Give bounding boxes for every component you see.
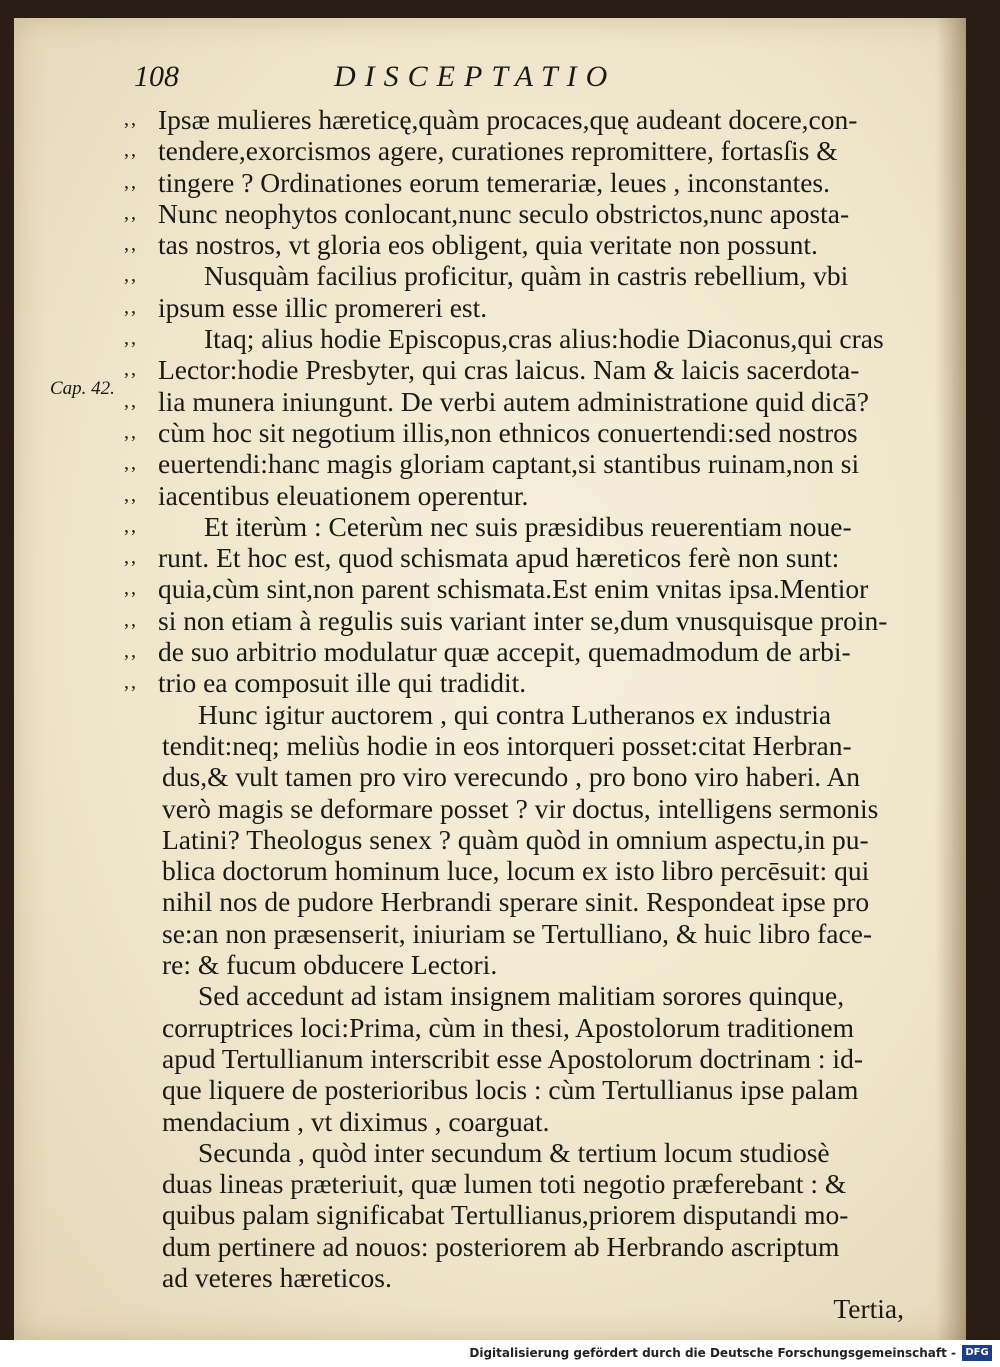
line-text: iacentibus eleuationem operentur. bbox=[158, 479, 529, 511]
dfg-logo: DFG bbox=[962, 1345, 992, 1361]
text-line bbox=[124, 793, 924, 824]
line-text: si non etiam à regulis suis variant inter se,dum vnusquisque proin- bbox=[158, 604, 888, 636]
quote-mark: ,, bbox=[124, 264, 138, 287]
text-line bbox=[124, 104, 924, 135]
text-line bbox=[124, 480, 924, 511]
quote-mark: ,, bbox=[124, 546, 138, 569]
text-line bbox=[124, 292, 924, 323]
line-text: se:an non præsenserit, iniuriam se Tertulliano, & huic libro face- bbox=[162, 917, 873, 949]
quote-mark: ,, bbox=[124, 577, 138, 600]
line-text: Ipsæ mulieres hæreticę,quàm procaces,quę audeant docere,con- bbox=[158, 104, 858, 135]
line-text: tingere ? Ordinationes eorum temerariæ, leues , inconstantes. bbox=[158, 166, 831, 198]
line-text: de suo arbitrio modulatur quæ accepit, quemadmodum de arbi- bbox=[158, 636, 851, 668]
text-line bbox=[124, 1012, 924, 1043]
text-line bbox=[124, 730, 924, 761]
line-text: que liquere de posterioribus locis : cùm Tertullianus ipse palam bbox=[162, 1074, 859, 1106]
line-text: re: & fucum obducere Lectori. bbox=[162, 949, 498, 981]
text-line bbox=[124, 667, 924, 698]
line-text: Hunc igitur auctorem , qui contra Lutheranos ex industria bbox=[198, 698, 832, 730]
quote-mark: ,, bbox=[124, 640, 138, 663]
quote-mark: ,, bbox=[124, 358, 138, 381]
catchword: Tertia, bbox=[833, 1293, 904, 1325]
quote-mark: ,, bbox=[124, 671, 138, 694]
text-line bbox=[124, 198, 924, 229]
page-edge-shadow bbox=[936, 18, 966, 1340]
text-line bbox=[124, 824, 924, 855]
text-line bbox=[124, 699, 924, 730]
line-text: nihil nos de pudore Herbrandi sperare sinit. Respondeat ipse pro bbox=[162, 886, 870, 918]
text-line bbox=[124, 1168, 924, 1199]
line-text: ad veteres hæreticos. bbox=[162, 1261, 392, 1293]
book-page bbox=[14, 18, 966, 1340]
line-text: corruptrices loci:Prima, cùm in thesi, Apostolorum traditionem bbox=[162, 1011, 854, 1043]
line-text: tendere,exorcismos agere, curationes repromittere, fortasſis & bbox=[158, 135, 838, 167]
quote-mark: ,, bbox=[124, 514, 138, 537]
quote-mark: ,, bbox=[124, 108, 138, 130]
page-number: 108 bbox=[134, 60, 179, 93]
line-text: duas lineas præteriuit, quæ lumen toti negotio præferebant : & bbox=[162, 1168, 847, 1200]
line-text: runt. Et hoc est, quod schismata apud hæreticos ferè non sunt: bbox=[158, 542, 840, 574]
line-text: lia munera iniungunt. De verbi autem administratione quid dicā? bbox=[158, 385, 869, 417]
text-line bbox=[124, 417, 924, 448]
quote-mark: ,, bbox=[124, 327, 138, 350]
line-text: Sed accedunt ad istam insignem malitiam sorores quinque, bbox=[198, 980, 845, 1012]
line-text: quibus palam significabat Tertullianus,priorem disputandi mo- bbox=[162, 1199, 849, 1231]
text-line bbox=[124, 229, 924, 260]
quote-mark: ,, bbox=[124, 170, 138, 193]
text-line bbox=[124, 1262, 924, 1293]
text-line bbox=[124, 511, 924, 542]
text-line bbox=[124, 949, 924, 980]
text-line bbox=[124, 636, 924, 667]
text-line bbox=[124, 918, 924, 949]
line-text: Secunda , quòd inter secundum & tertium locum studiosè bbox=[198, 1136, 830, 1168]
page-header bbox=[134, 60, 654, 100]
line-text: verò magis se deformare posset ? vir doctus, intelligens sermonis bbox=[162, 792, 879, 824]
text-line bbox=[124, 542, 924, 573]
line-text: Itaq; alius hodie Episcopus,cras alius:hodie Diaconus,qui cras bbox=[204, 323, 884, 355]
text-line bbox=[124, 386, 924, 417]
line-text: blica doctorum hominum luce, locum ex isto libro percēsuit: qui bbox=[162, 855, 870, 887]
quote-mark: ,, bbox=[124, 201, 138, 224]
text-line bbox=[124, 1199, 924, 1230]
text-line bbox=[124, 605, 924, 636]
quote-mark: ,, bbox=[124, 452, 138, 475]
quote-mark: ,, bbox=[124, 389, 138, 412]
line-text: quia,cùm sint,non parent schismata.Est enim vnitas ipsa.Mentior bbox=[158, 573, 869, 605]
text-line bbox=[124, 260, 924, 291]
text-line bbox=[124, 1106, 924, 1137]
running-title: DISCEPTATIO bbox=[334, 60, 617, 93]
text-line bbox=[124, 1074, 924, 1105]
text-line bbox=[124, 323, 924, 354]
text-line bbox=[124, 855, 924, 886]
text-line bbox=[124, 135, 924, 166]
line-text: Nusquàm facilius proficitur, quàm in castris rebellium, vbi bbox=[204, 260, 849, 292]
text-line bbox=[124, 167, 924, 198]
text-line bbox=[124, 573, 924, 604]
quote-mark: ,, bbox=[124, 420, 138, 443]
footer-bar bbox=[0, 1340, 1000, 1367]
line-text: euertendi:hanc magis gloriam captant,si stantibus ruinam,non si bbox=[158, 448, 860, 480]
text-line bbox=[124, 1137, 924, 1168]
line-text: Lector:hodie Presbyter, qui cras laicus. Nam & laicis sacerdota- bbox=[158, 354, 860, 386]
line-text: Latini? Theologus senex ? quàm quòd in omnium aspectu,in pu- bbox=[162, 823, 869, 855]
line-text: ipsum esse illic promereri est. bbox=[158, 291, 488, 323]
text-line bbox=[124, 448, 924, 479]
line-text: cùm hoc sit negotium illis,non ethnicos conuertendi:sed nostros bbox=[158, 416, 858, 448]
text-line bbox=[124, 980, 924, 1011]
line-text: dus,& vult tamen pro viro verecundo , pro bono viro haberi. An bbox=[162, 761, 861, 793]
quote-mark: ,, bbox=[124, 608, 138, 631]
body-text bbox=[124, 104, 924, 1325]
text-line bbox=[124, 354, 924, 385]
marginal-note: Cap. 42. bbox=[50, 378, 115, 399]
line-text: mendacium , vt diximus , coarguat. bbox=[162, 1105, 550, 1137]
quote-mark: ,, bbox=[124, 139, 138, 162]
footer-credit: Digitalisierung gefördert durch die Deutsche Forschungsgemeinschaft - bbox=[469, 1346, 956, 1360]
line-text: tendit:neq; meliùs hodie in eos intorqueri posset:citat Herbran- bbox=[162, 729, 852, 761]
line-text: dum pertinere ad nouos: posteriorem ab Herbrando ascriptum bbox=[162, 1230, 840, 1262]
text-line bbox=[124, 1231, 924, 1262]
quote-mark: ,, bbox=[124, 295, 138, 318]
text-line bbox=[124, 886, 924, 917]
line-text: apud Tertullianum interscribit esse Apostolorum doctrinam : id- bbox=[162, 1042, 863, 1074]
line-text: tas nostros, vt gloria eos obligent, quia veritate non possunt. bbox=[158, 229, 818, 261]
line-text: Nunc neophytos conlocant,nunc seculo obstrictos,nunc aposta- bbox=[158, 197, 850, 229]
text-line bbox=[124, 1043, 924, 1074]
line-text: trio ea composuit ille qui tradidit. bbox=[158, 667, 527, 699]
quote-mark: ,, bbox=[124, 483, 138, 506]
text-line bbox=[124, 761, 924, 792]
quote-mark: ,, bbox=[124, 233, 138, 256]
line-text: Et iterùm : Ceterùm nec suis præsidibus reuerentiam noue- bbox=[204, 510, 852, 542]
